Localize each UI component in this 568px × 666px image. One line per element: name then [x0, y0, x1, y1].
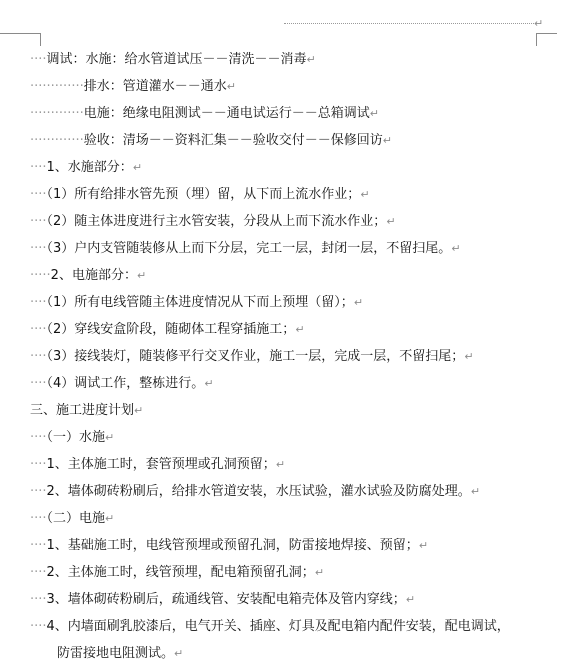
line-2[interactable]: ·············排水：管道灌水－－通水↵	[30, 79, 236, 94]
left-crop-mark	[28, 33, 41, 46]
line-13[interactable]: ····（4）调试工作，整栋进行。↵	[30, 376, 214, 391]
line-18[interactable]: ····（二）电施↵	[30, 511, 115, 526]
line-16[interactable]: ····1、主体施工时，套管预埋或孔洞预留；↵	[30, 457, 286, 472]
line-1[interactable]: ····调试：水施：给水管道试压－－清洗－－消毒↵	[30, 52, 316, 67]
line-20[interactable]: ····2、主体施工时，线管预埋，配电箱预留孔洞；↵	[30, 565, 325, 580]
line-11[interactable]: ····（2）穿线安盒阶段，随砌体工程穿插施工；↵	[30, 322, 305, 337]
line-22[interactable]: ····4、内墙面刷乳胶漆后，电气开关、插座、灯具及配电箱内配件安装，配电调试，	[30, 619, 510, 634]
line-17[interactable]: ····2、墙体砌砖粉刷后，给排水管道安装，水压试验，灌水试验及防腐处理。↵	[30, 484, 481, 499]
line-23[interactable]: 防雷接地电阻测试。↵	[57, 646, 184, 661]
line-21[interactable]: ····3、墙体砌砖粉刷后，疏通线管、安装配电箱壳体及管内穿线；↵	[30, 592, 416, 607]
line-4[interactable]: ·············验收：清场－－资料汇集－－验收交付－－保修回访↵	[30, 133, 392, 148]
line-10[interactable]: ····（1）所有电线管随主体进度情况从下而上预埋（留）；↵	[30, 295, 364, 310]
line-15[interactable]: ····（一）水施↵	[30, 430, 115, 445]
line-19[interactable]: ····1、基础施工时，电线管预埋或预留孔洞，防雷接地焊接、预留；↵	[30, 538, 429, 553]
right-crop-mark	[536, 33, 557, 46]
header-dotted-rule	[284, 23, 536, 24]
line-5[interactable]: ····1、水施部分：↵	[30, 160, 143, 175]
line-8[interactable]: ····（3）户内支管随装修从上而下分层，完工一层，封闭一层，不留扫尾。↵	[30, 241, 461, 256]
line-6[interactable]: ····（1）所有给排水管先预（埋）留，从下而上流水作业；↵	[30, 187, 370, 202]
header-paragraph-mark: ↵	[534, 17, 544, 30]
section-heading[interactable]: 三、施工进度计划↵	[30, 403, 144, 418]
line-7[interactable]: ····（2）随主体进度进行主水管安装，分段从上而下流水作业；↵	[30, 214, 396, 229]
line-12[interactable]: ····（3）接线装灯，随装修平行交叉作业，施工一层，完成一层，不留扫尾；↵	[30, 349, 474, 364]
line-9[interactable]: ·····2、电施部分：↵	[30, 268, 147, 283]
line-3[interactable]: ·············电施：绝缘电阻测试－－通电试运行－－总箱调试↵	[30, 106, 379, 121]
page-header-area	[0, 0, 568, 50]
